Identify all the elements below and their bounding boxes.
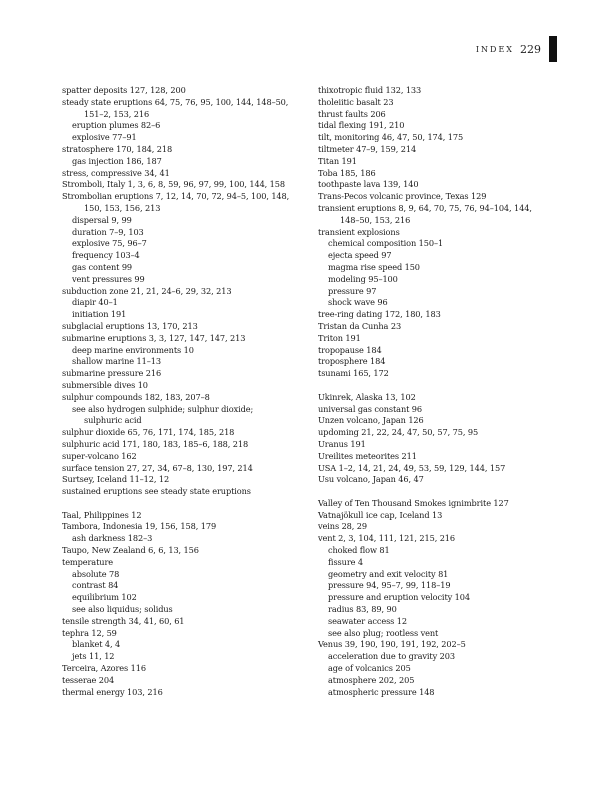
index-entry: universal gas constant 96	[318, 403, 423, 414]
index-column-left	[62, 85, 332, 698]
page-number: 229	[520, 42, 541, 56]
index-entry: veins 28, 29	[318, 521, 368, 532]
index-subentry: shock wave 96	[328, 297, 388, 308]
index-subentry: ejecta speed 97	[328, 250, 392, 261]
index-subentry: jets 11, 12	[72, 651, 115, 662]
running-header	[476, 36, 557, 62]
index-subentry: frequency 103–4	[72, 250, 140, 261]
index-subentry: absolute 78	[72, 568, 120, 579]
index-entry: Ureilites meteorites 211	[318, 450, 417, 461]
index-subentry: pressure 97	[328, 285, 377, 296]
index-entry: Usu volcano, Japan 46, 47	[318, 474, 424, 485]
index-subentry: duration 7–9, 103	[72, 226, 144, 237]
index-subentry: gas content 99	[72, 261, 133, 272]
index-entry: tephra 12, 59	[62, 627, 117, 638]
index-subentry: shallow marine 11–13	[72, 356, 161, 367]
index-subentry: blanket 4, 4	[72, 639, 121, 650]
index-entry-continuation: 148–50, 153, 216	[340, 214, 411, 225]
index-subentry: chemical composition 150–1	[328, 238, 444, 249]
index-entry: transient eruptions 8, 9, 64, 70, 75, 76, 94–104, 144,	[318, 202, 532, 213]
index-entry: transient explosions	[318, 226, 400, 237]
index-entry: stress, compressive 34, 41	[62, 167, 170, 178]
section-gap	[318, 380, 588, 392]
index-entry: Trans-Pecos volcanic province, Texas 129	[318, 191, 487, 202]
index-subentry: initiation 191	[72, 309, 127, 320]
index-entry: tree-ring dating 172, 180, 183	[318, 309, 441, 320]
index-entry: subduction zone 21, 21, 24–6, 29, 32, 213	[62, 285, 232, 296]
index-entry: Taal, Philippines 12	[62, 509, 142, 520]
index-subentry: radius 83, 89, 90	[328, 604, 397, 615]
index-subentry: see also plug; rootless vent	[328, 627, 439, 638]
index-subentry: equilibrium 102	[72, 592, 137, 603]
index-entry: subglacial eruptions 13, 170, 213	[62, 320, 198, 331]
index-entry: tidal flexing 191, 210	[318, 120, 405, 131]
index-column-right	[318, 85, 588, 698]
index-entry-continuation: sulphuric acid	[84, 415, 142, 426]
index-subentry: seawater access 12	[328, 615, 407, 626]
index-entry: tensile strength 34, 41, 60, 61	[62, 615, 185, 626]
index-entry: Triton 191	[318, 332, 361, 343]
section-gap	[318, 486, 588, 498]
index-entry: Taupo, New Zealand 6, 6, 13, 156	[62, 545, 199, 556]
index-subentry: atmosphere 202, 205	[328, 674, 415, 685]
index-subentry: deep marine environments 10	[72, 344, 194, 355]
index-subentry: see also hydrogen sulphide; sulphur dioxide;	[72, 403, 254, 414]
index-entry: Titan 191	[318, 155, 357, 166]
index-subentry: diapir 40–1	[72, 297, 118, 308]
index-subentry: atmospheric pressure 148	[328, 686, 435, 697]
index-entry: Tristan da Cunha 23	[318, 320, 402, 331]
index-entry: Ukinrek, Alaska 13, 102	[318, 391, 416, 402]
index-subentry: explosive 77–91	[72, 132, 137, 143]
index-subentry: fissure 4	[328, 556, 363, 567]
index-entry: troposphere 184	[318, 356, 386, 367]
index-subentry: dispersal 9, 99	[72, 214, 132, 225]
index-entry: sulphur compounds 182, 183, 207–8	[62, 391, 210, 402]
index-subentry: acceleration due to gravity 203	[328, 651, 455, 662]
index-subentry: choked flow 81	[328, 545, 390, 556]
index-subentry: vent pressures 99	[72, 273, 145, 284]
index-entry: tropopause 184	[318, 344, 382, 355]
index-entry: Venus 39, 190, 190, 191, 192, 202–5	[318, 639, 466, 650]
index-subentry: age of volcanics 205	[328, 663, 411, 674]
index-entry: submarine eruptions 3, 3, 127, 147, 147, 213	[62, 332, 246, 343]
index-subentry: pressure 94, 95–7, 99, 118–19	[328, 580, 451, 591]
index-entry: Tambora, Indonesia 19, 156, 158, 179	[62, 521, 217, 532]
index-entry: Strombolian eruptions 7, 12, 14, 70, 72, 94–5, 100, 148,	[62, 191, 290, 202]
index-entry: updoming 21, 22, 24, 47, 50, 57, 75, 95	[318, 427, 479, 438]
index-entry: surface tension 27, 27, 34, 67–8, 130, 197, 214	[62, 462, 253, 473]
index-subentry: magma rise speed 150	[328, 261, 420, 272]
index-entry-continuation: 151–2, 153, 216	[84, 108, 150, 119]
index-entry: steady state eruptions 64, 75, 76, 95, 100, 144, 148–50,	[62, 96, 289, 107]
index-entry: thixotropic fluid 132, 133	[318, 85, 422, 95]
index-entry-continuation: 150, 153, 156, 213	[84, 202, 161, 213]
index-entry: stratosphere 170, 184, 218	[62, 143, 173, 154]
index-entry: super-volcano 162	[62, 450, 137, 461]
index-entry: Uranus 191	[318, 438, 366, 449]
index-entry: spatter deposits 127, 128, 200	[62, 85, 186, 95]
index-entry: sulphuric acid 171, 180, 183, 185–6, 188, 218	[62, 438, 249, 449]
index-entry: tilt, monitoring 46, 47, 50, 174, 175	[318, 132, 464, 143]
index-subentry: explosive 75, 96–7	[72, 238, 147, 249]
index-entry: thermal energy 103, 216	[62, 686, 163, 697]
index-entry: Terceira, Azores 116	[62, 663, 146, 674]
index-entry: sustained eruptions see steady state eruptions	[62, 486, 251, 497]
index-entry: Unzen volcano, Japan 126	[318, 415, 424, 426]
running-header-title: INDEX	[475, 44, 514, 54]
index-entry: USA 1–2, 14, 21, 24, 49, 53, 59, 129, 144, 157	[318, 462, 506, 473]
index-entry: tholeiitic basalt 23	[318, 96, 394, 107]
index-subentry: geometry and exit velocity 81	[328, 568, 449, 579]
index-entry: submarine pressure 216	[62, 368, 162, 379]
index-entry: thrust faults 206	[318, 108, 386, 119]
index-entry: Surtsey, Iceland 11–12, 12	[62, 474, 170, 485]
index-subentry: see also liquidus; solidus	[72, 604, 173, 615]
index-entry: submersible dives 10	[62, 379, 148, 390]
index-subentry: contrast 84	[72, 580, 119, 591]
index-entry: Vatnajökull ice cap, Iceland 13	[318, 509, 443, 520]
index-subentry: modeling 95–100	[328, 273, 398, 284]
section-gap	[62, 498, 332, 510]
index-subentry: gas injection 186, 187	[72, 155, 162, 166]
index-entry: toothpaste lava 139, 140	[318, 179, 419, 190]
index-entry: Toba 185, 186	[318, 167, 376, 178]
index-entry: temperature	[62, 556, 114, 567]
index-entry: sulphur dioxide 65, 76, 171, 174, 185, 218	[62, 427, 235, 438]
index-entry: tesserae 204	[62, 674, 115, 685]
index-subentry: ash darkness 182–3	[72, 533, 153, 544]
index-entry: vent 2, 3, 104, 111, 121, 215, 216	[318, 533, 456, 544]
index-subentry: eruption plumes 82–6	[72, 120, 161, 131]
thumb-tab-marker	[549, 36, 557, 62]
index-entry: tsunami 165, 172	[318, 368, 389, 379]
index-entry: tiltmeter 47–9, 159, 214	[318, 143, 417, 154]
index-subentry: pressure and eruption velocity 104	[328, 592, 470, 603]
index-entry: Stromboli, Italy 1, 3, 6, 8, 59, 96, 97, 99, 100, 144, 158	[62, 179, 286, 190]
index-entry: Valley of Ten Thousand Smokes ignimbrite 127	[318, 497, 509, 508]
